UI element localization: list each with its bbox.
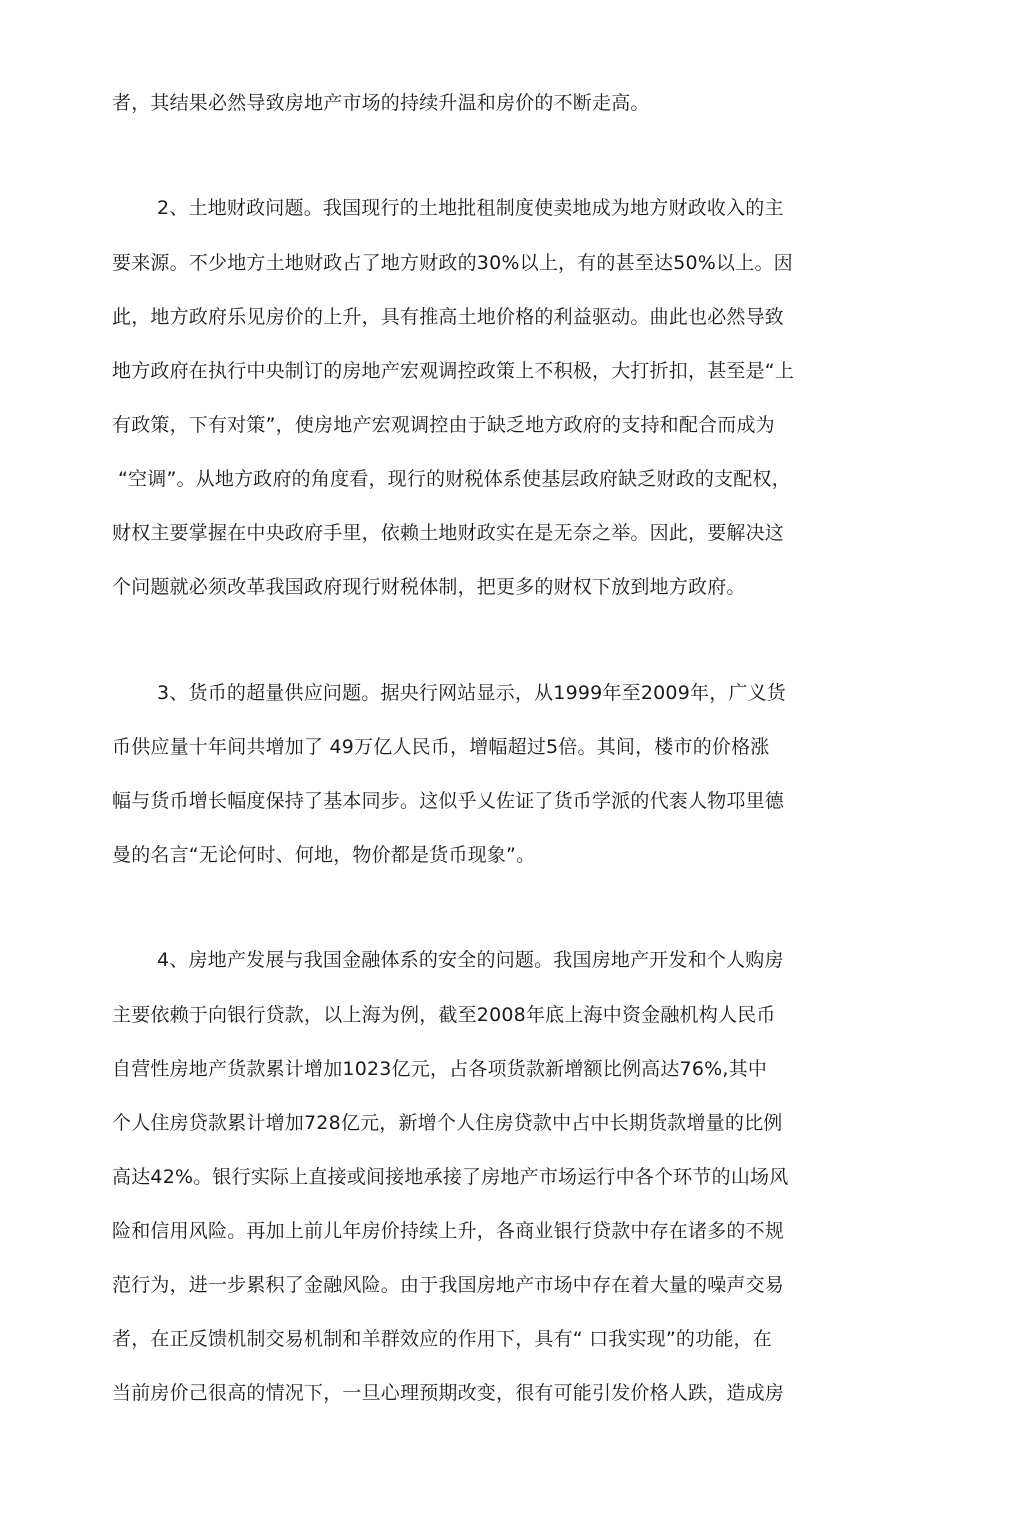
text-line: 有政策，下有对策”，使房地产宏观调控由于缺乏地方政府的支持和配合而成为	[112, 414, 775, 436]
text-line: 险和信用风险。再加上前儿年房价持续上升，各商业银行贷款中存在诸多的不规	[112, 1220, 785, 1242]
text-line: 自营性房地产货款累计增加1023亿元，占各项货款新增额比例高达76%,其中	[112, 1058, 768, 1080]
text-line: 此，地方政府乐见房价的上升，具有推高土地价格的利益驱动。曲此也必然导致	[112, 306, 785, 328]
text-line: 个问题就必须改革我国政府现行财税体制，把更多的财权下放到地方政府。	[112, 576, 746, 598]
text-line: 个人住房贷款累计增加728亿元，新增个人住房贷款中占中长期货款增量的比例	[112, 1112, 783, 1134]
text-line: 主要依赖于向银行贷款，以上海为例，截至2008年底上海中资金融机构人民币	[112, 1004, 776, 1026]
text-line: 2、土地财政问题。我国现行的土地批租制度使卖地成为地方财政收入的主	[157, 197, 784, 219]
text-line: 范行为，进一步累积了金融风险。由于我国房地产市场中存在着大量的噪声交易	[112, 1274, 785, 1296]
text-line: 财权主要掌握在中央政府手里，依赖土地财政实在是无奈之举。因此，要解决这	[112, 522, 785, 544]
text-line: 者，在正反馈机制交易机制和羊群效应的作用下，具有“ 口我实现”的功能，在	[112, 1328, 772, 1350]
text-line: 高达42%。银行实际上直接或间接地承接了房地产市场运行中各个环节的山场风	[112, 1166, 789, 1188]
text-line: “空调”。从地方政府的角度看，现行的财税体系使基层政府缺乏财政的支配权，	[118, 468, 791, 490]
text-line: 曼的名言“无论何时、何地，物价都是货币现象”。	[112, 844, 536, 866]
text-line: 地方政府在执行中央制订的房地产宏观调控政策上不积极，大打折扣，甚至是“上	[112, 360, 795, 382]
text-line: 4、房地产发展与我国金融体系的安全的问题。我国房地产开发和个人购房	[157, 949, 784, 971]
text-line: 幅与货币增长幅度保持了基本同步。这似乎乂佐证了货币学派的代袠人物邛里德	[112, 790, 785, 812]
text-line: 要来源。不少地方土地财政占了地方财政的30%以上，有的甚至达50%以上。因	[112, 252, 793, 274]
text-line: 当前房价己很高的情况下，一旦心理预期改变，很有可能引发价格人跌，造成房	[112, 1382, 785, 1404]
text-line: 3、货币的超量供应问题。据央行网站显示，从1999年至2009年，广义货	[157, 682, 786, 704]
text-line: 者，其结果必然导致房地产市场的持续升温和房价的不断走高。	[112, 92, 650, 114]
text-line: 币供应量十年间共增加了 49万亿人民币，增幅超过5倍。其间，楼市的价格涨	[112, 736, 770, 758]
